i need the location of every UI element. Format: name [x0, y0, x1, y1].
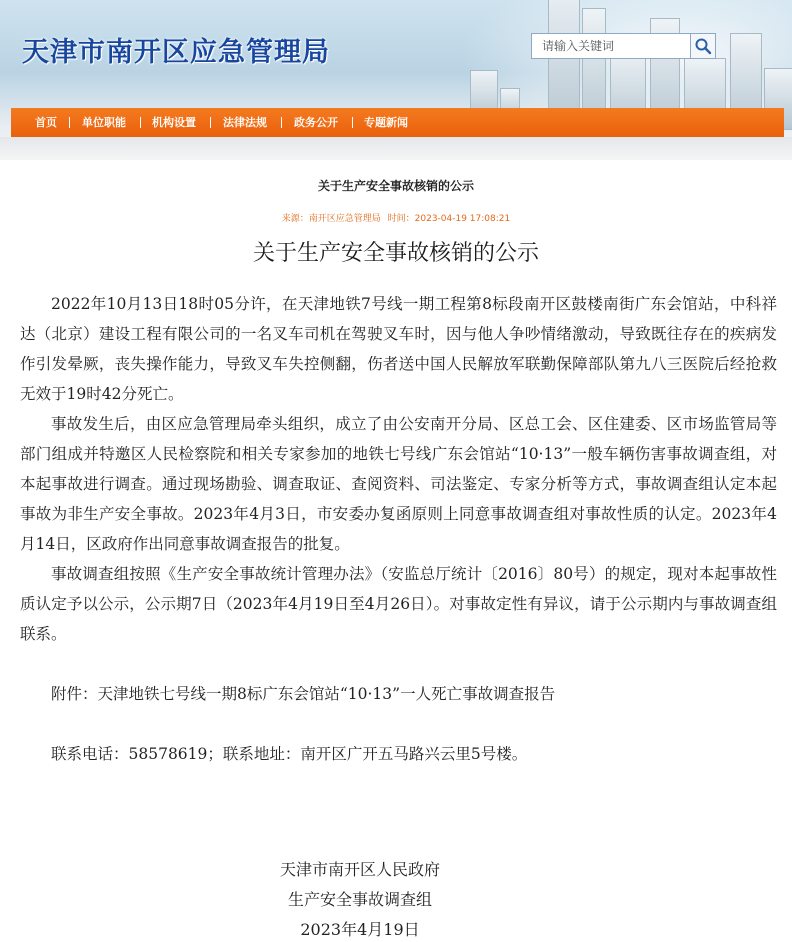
article-attachment: 附件：天津地铁七号线一期8标广东会馆站“10·13”一人死亡事故调查报告 — [51, 685, 556, 703]
site-header — [0, 0, 792, 160]
nav-item-gov-affairs[interactable]: 政务公开 — [294, 116, 338, 129]
article-source: 来源：南开区应急管理局 — [281, 214, 381, 224]
signature-group: 生产安全事故调查组 — [287, 890, 432, 909]
nav-item-functions[interactable]: 单位职能 — [82, 116, 126, 129]
article-time: 时间：2023-04-19 17:08:21 — [387, 214, 511, 224]
site-title: 天津市南开区应急管理局 — [22, 37, 330, 68]
article-meta — [0, 211, 792, 224]
article-paragraph: 事故发生后，由区应急管理局牵头组织，成立了由公安南开分局、区总工会、区住建委、区市场监管局等部门组成并特邀区人民检察院和相关专家参加的地铁七号线广东会馆站“10·13”一般车辆伤害事故调查组，对本起事故进行调查。通过现场勘验、调查取证、查阅资料、司法鉴定、专家分析等方式，事故调查组认定本起事故为非生产安全事故。2023年4月3日，市安委办复函原则上同意事故调查组对事故性质的认定。2023年4月14日，区政府作出同意事故调查报告的批复。 — [20, 415, 777, 553]
nav-item-organization[interactable]: 机构设置 — [152, 116, 196, 129]
signature-date: 2023年4月19日 — [300, 920, 420, 939]
search-button[interactable] — [690, 34, 715, 58]
article-title: 关于生产安全事故核销的公示 — [252, 241, 539, 266]
nav-item-laws[interactable]: 法律法规 — [223, 116, 267, 129]
nav-item-home[interactable]: 首页 — [35, 116, 57, 129]
nav-item-news[interactable]: 专题新闻 — [364, 116, 408, 129]
search-input[interactable] — [532, 34, 692, 58]
main-nav — [11, 108, 784, 137]
article-paragraph: 事故调查组按照《生产安全事故统计管理办法》（安监总厅统计〔2016〕80号）的规定，现对本起事故性质认定予以公示，公示期7日（2023年4月19日至4月26日）。对事故定性有异议，请于公示期内与事故调查组联系。 — [20, 565, 777, 643]
article-body — [20, 289, 777, 769]
article-paragraph: 2022年10月13日18时05分许，在天津地铁7号线一期工程第8标段南开区鼓楼南街广东会馆站，中科祥达（北京）建设工程有限公司的一名叉车司机在驾驶叉车时，因与他人争吵情绪激动，导致既往存在的疾病发作引发晕厥，丧失操作能力，导致叉车失控侧翻，伤者送中国人民解放军联勤保障部队第九八三医院后经抢救无效于19时42分死亡。 — [20, 295, 777, 403]
signature-org: 天津市南开区人民政府 — [279, 860, 440, 879]
search-icon — [691, 34, 715, 58]
page-heading: 关于生产安全事故核销的公示 — [317, 179, 474, 193]
article-contact: 联系电话：58578619；联系地址：南开区广开五马路兴云里5号楼。 — [51, 745, 528, 763]
search-box — [531, 33, 716, 59]
